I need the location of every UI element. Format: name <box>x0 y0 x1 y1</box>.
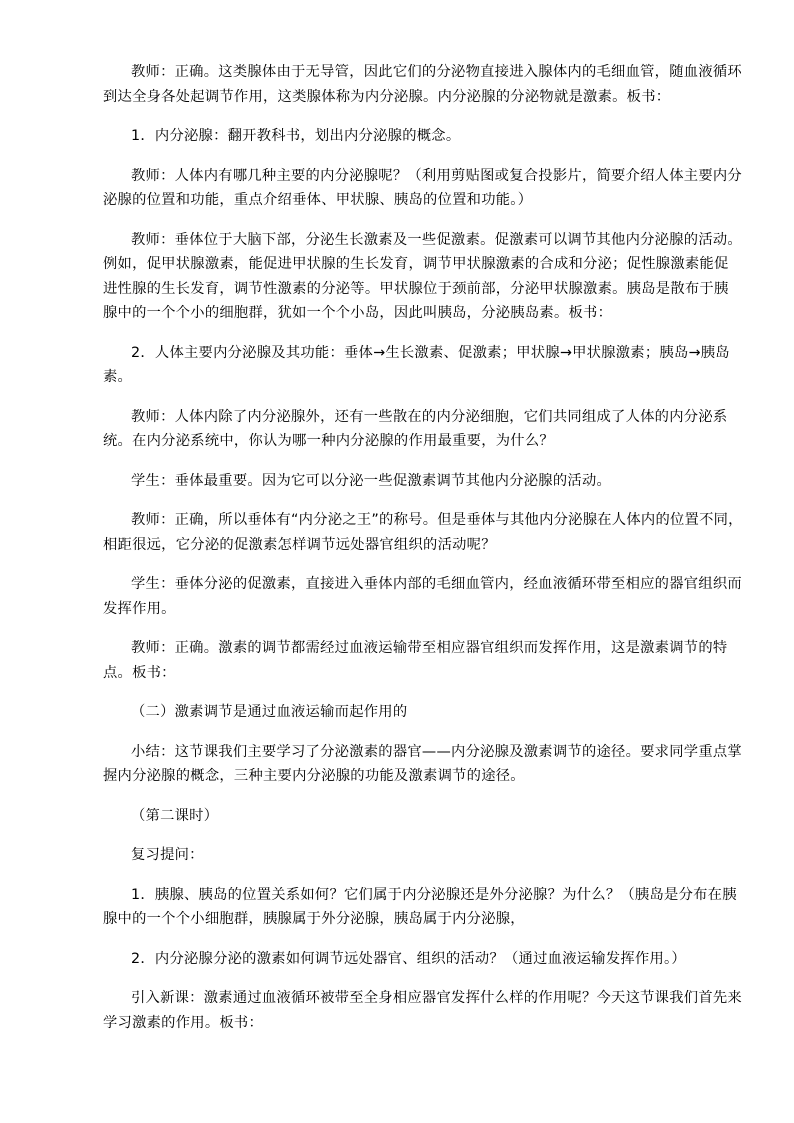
paragraph-teacher-pituitary: 教师：垂体位于大脑下部，分泌生长激素及一些促激素。促激素可以调节其他内分泌腺的活动。例如，促甲状腺激素，能促进甲状腺的生长发育，调节甲状腺激素的合成和分泌；促性腺激素能促进性腺的生长发育，调节性激素的分泌等。甲状腺位于颈前部，分泌甲状腺激素。胰岛是散布于胰腺中的一个个小的细胞群，犹如一个个小岛，因此叫胰岛，分泌胰岛素。板书： <box>103 231 742 321</box>
paragraph-board-section-2: （二）激素调节是通过血液运输而起作用的 <box>131 704 408 720</box>
document-page <box>103 60 743 1050</box>
paragraph-board-point-2: 2．人体主要内分泌腺及其功能：垂体→生长激素、促激素；甲状腺→甲状腺激素；胰岛→胰岛素。 <box>103 344 730 385</box>
paragraph-teacher-endocrine-definition: 教师：正确。这类腺体由于无导管，因此它们的分泌物直接进入腺体内的毛细血管，随血液循环到达全身各处起调节作用，这类腺体称为内分泌腺。内分泌腺的分泌物就是激素。板书： <box>103 64 742 105</box>
paragraph-teacher-king-of-endocrine: 教师：正确，所以垂体有“内分泌之王”的称号。但是垂体与其他内分泌腺在人体内的位置不同，相距很远，它分泌的促激素怎样调节远处器官组织的活动呢？ <box>103 512 743 553</box>
paragraph-board-point-1: 1．内分泌腺：翻开教科书，划出内分泌腺的概念。 <box>131 128 461 144</box>
paragraph-student-blood-transport: 学生：垂体分泌的促激素，直接进入垂体内部的毛细血管内，经血液循环带至相应的器官组织而发挥作用。 <box>103 576 742 617</box>
paragraph-teacher-question-glands: 教师：人体内有哪几种主要的内分泌腺呢？（利用剪贴图或复合投影片，简要介绍人体主要内分泌腺的位置和功能，重点介绍垂体、甲状腺、胰岛的位置和功能。） <box>103 167 742 208</box>
paragraph-review-q1: 1．胰腺、胰岛的位置关系如何？它们属于内分泌腺还是外分泌腺？为什么？（胰岛是分布在胰腺中的一个个小细胞群，胰腺属于外分泌腺，胰岛属于内分泌腺， <box>103 886 737 927</box>
paragraph-second-lesson: （第二课时） <box>131 807 219 824</box>
paragraph-summary: 小结：这节课我们主要学习了分泌激素的器官——内分泌腺及激素调节的途径。要求同学重点掌握内分泌腺的概念，三种主要内分泌腺的功能及激素调节的途径。 <box>103 743 742 784</box>
paragraph-review-q2: 2．内分泌腺分泌的激素如何调节远处器官、组织的活动？（通过血液运输发挥作用。） <box>131 950 686 967</box>
paragraph-new-lesson-intro: 引入新课：激素通过血液循环被带至全身相应器官发挥什么样的作用呢？今天这节课我们首先来学习激素的作用。板书： <box>103 990 742 1031</box>
paragraph-student-pituitary: 学生：垂体最重要。因为它可以分泌一些促激素调节其他内分泌腺的活动。 <box>131 472 612 489</box>
paragraph-review-questions: 复习提问： <box>131 847 204 863</box>
paragraph-teacher-endocrine-system: 教师：人体内除了内分泌腺外，还有一些散在的内分泌细胞，它们共同组成了人体的内分泌系统。在内分泌系统中，你认为哪一种内分泌腺的作用最重要，为什么？ <box>103 408 728 449</box>
paragraph-teacher-hormone-feature: 教师：正确。激素的调节都需经过血液运输带至相应器官组织而发挥作用，这是激素调节的特点。板书： <box>103 640 728 681</box>
